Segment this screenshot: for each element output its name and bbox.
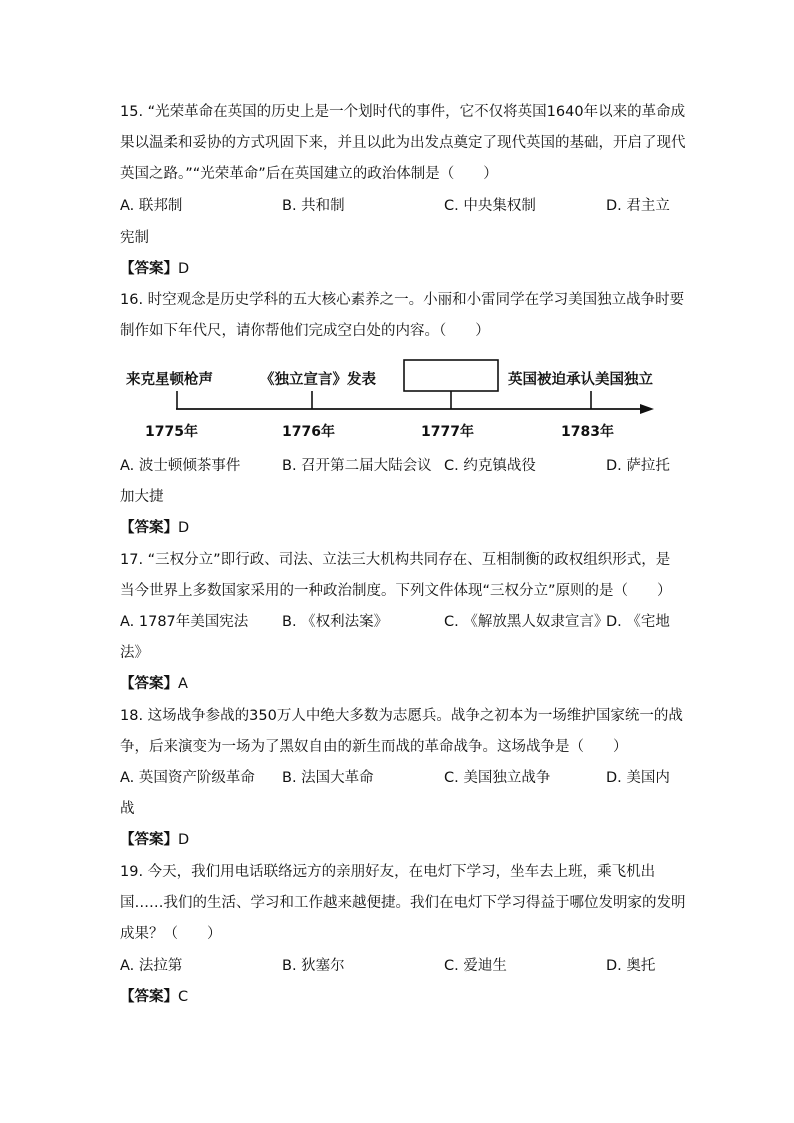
q16-line-1: 16. 时空观念是历史学科的五大核心素养之一。小丽和小雷同学在学习美国独立战争时要 — [120, 292, 685, 308]
q17-answer — [120, 674, 188, 694]
q18-line-2: 争，后来演变为一场为了黑奴自由的新生而战的革命战争。这场战争是（ ） — [120, 739, 628, 755]
q17-option-b: B. 《权利法案》 — [282, 614, 389, 630]
timeline-year-1: 1775年 — [145, 424, 198, 440]
q19-line-2: 国……我们的生活、学习和工作越来越便捷。我们在电灯下学习得益于哪位发明家的发明 — [120, 895, 686, 911]
q19-option-d: D. 奥托 — [606, 958, 656, 974]
q18-option-b: B. 法国大革命 — [282, 770, 374, 786]
timeline-event-1: 来克星顿枪声 — [126, 371, 213, 388]
q17-line-1: 17. “三权分立”即行政、司法、立法三大机构共同存在、互相制衡的政权组织形式，是 — [120, 552, 671, 568]
timeline-figure — [120, 352, 660, 442]
q18-option-a: A. 英国资产阶级革命 — [120, 770, 255, 786]
q19-answer — [120, 987, 188, 1007]
answer-label: 【答案】 — [120, 832, 178, 848]
timeline-year-3: 1777年 — [421, 424, 474, 440]
q16-line-2: 制作如下年代尺，请你帮他们完成空白处的内容。（ ） — [120, 323, 490, 339]
q15-answer — [120, 259, 189, 279]
q15-option-d-wrap: 宪制 — [120, 230, 149, 246]
q16-option-c: C. 约克镇战役 — [444, 458, 536, 474]
timeline-arrow-icon — [640, 404, 654, 414]
timeline-year-2: 1776年 — [282, 424, 335, 440]
q17-option-a: A. 1787年美国宪法 — [120, 614, 249, 630]
q16-option-a: A. 波士顿倾茶事件 — [120, 458, 241, 474]
q16-option-d-wrap: 加大捷 — [120, 489, 164, 505]
q19-option-c: C. 爱迪生 — [444, 958, 507, 974]
q15-option-b: B. 共和制 — [282, 198, 345, 214]
answer-value: D — [178, 520, 190, 536]
q15-option-d: D. 君主立 — [606, 198, 670, 214]
q15-option-c: C. 中央集权制 — [444, 198, 536, 214]
q15-line-3: 英国之路。”“光荣革命”后在英国建立的政治体制是（ ） — [120, 166, 498, 182]
answer-value: A — [178, 676, 188, 692]
answer-label: 【答案】 — [120, 676, 178, 692]
q17-option-d-wrap: 法》 — [120, 645, 149, 661]
q18-answer — [120, 830, 189, 850]
q15-line-2: 果以温柔和妥协的方式巩固下来，并且以此为出发点奠定了现代英国的基础，开启了现代 — [120, 135, 686, 151]
q18-line-1: 18. 这场战争参战的350万人中绝大多数为志愿兵。战争之初本为一场维护国家统一的战 — [120, 708, 683, 724]
q17-option-d: D. 《宅地 — [606, 614, 670, 630]
q19-line-3: 成果？（ ） — [120, 926, 222, 942]
answer-label: 【答案】 — [120, 989, 178, 1005]
timeline-event-3: 英国被迫承认美国独立 — [508, 371, 653, 388]
q19-line-1: 19. 今天，我们用电话联络远方的亲朋好友，在电灯下学习，坐车去上班，乘飞机出 — [120, 864, 656, 880]
answer-value: C — [178, 989, 189, 1005]
answer-value: D — [178, 832, 190, 848]
q19-option-b: B. 狄塞尔 — [282, 958, 345, 974]
q17-line-2: 当今世界上多数国家采用的一种政治制度。下列文件体现“三权分立”原则的是（ ） — [120, 583, 672, 599]
answer-label: 【答案】 — [120, 261, 178, 277]
timeline-year-4: 1783年 — [561, 424, 614, 440]
q19-option-a: A. 法拉第 — [120, 958, 183, 974]
timeline-event-2: 《独立宣言》发表 — [260, 371, 376, 388]
q16-option-d: D. 萨拉托 — [606, 458, 670, 474]
answer-value: D — [178, 261, 190, 277]
q18-option-d: D. 美国内 — [606, 770, 670, 786]
answer-label: 【答案】 — [120, 520, 178, 536]
q18-option-c: C. 美国独立战争 — [444, 770, 551, 786]
q15-line-1: 15. “光荣革命在英国的历史上是一个划时代的事件，它不仅将英国1640年以来的革命成 — [120, 104, 686, 120]
q16-answer — [120, 518, 189, 538]
timeline-blank-box — [404, 360, 498, 391]
q15-option-a: A. 联邦制 — [120, 198, 183, 214]
q18-option-d-wrap: 战 — [120, 801, 135, 817]
q17-option-c: C. 《解放黑人奴隶宣言》 — [444, 614, 609, 630]
q16-option-b: B. 召开第二届大陆会议 — [282, 458, 432, 474]
